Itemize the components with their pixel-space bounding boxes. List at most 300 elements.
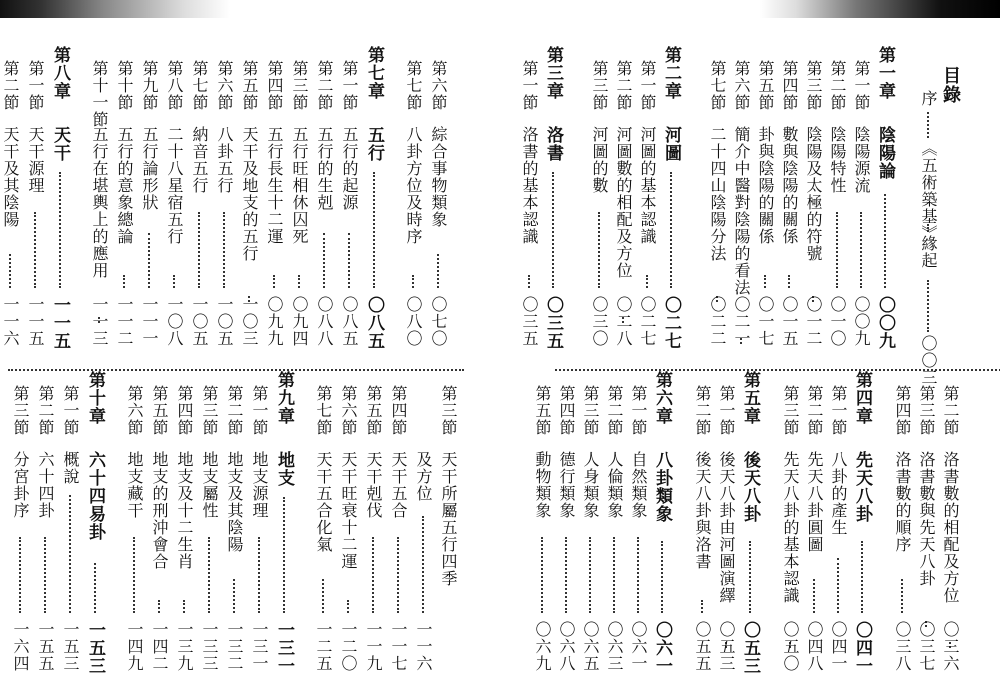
leader-dots — [34, 212, 36, 288]
toc-section-entry[interactable] — [779, 60, 799, 352]
section-label: 第一節 — [638, 60, 657, 111]
page-number: 一四九 — [125, 621, 144, 672]
leader-dots — [283, 497, 285, 613]
page-number: 一一五 — [26, 296, 45, 347]
toc-section-entry[interactable] — [189, 60, 209, 352]
section-title: 洛書的基本認識 — [520, 126, 539, 245]
page-number: 〇六八 — [557, 621, 576, 672]
page-number: 一三三 — [200, 621, 219, 672]
leader-dots — [348, 233, 350, 288]
page-number: 〇三六 — [941, 621, 960, 672]
toc-section-entry[interactable] — [851, 60, 871, 352]
section-title: 河圖的基本認識 — [638, 126, 657, 245]
page-number: 〇三〇 — [590, 296, 609, 347]
section-title: 五行論形狀 — [140, 126, 159, 211]
section-title: 動物類象 — [533, 451, 552, 519]
chapter-title: 河圖 — [661, 126, 681, 162]
page-number: 〇六一 — [629, 621, 648, 672]
toc-chapter-entry[interactable] — [875, 46, 895, 352]
section-label: 第六節 — [125, 385, 144, 436]
section-label: 第二節 — [36, 385, 55, 436]
leader-dots — [613, 537, 615, 613]
page-number: 〇一七 — [756, 296, 775, 347]
chapter-title: 八卦類象 — [652, 451, 672, 523]
section-label: 第二節 — [941, 385, 960, 436]
section-title: 河圖的數 — [590, 126, 609, 194]
page-number: 〇六五 — [581, 621, 600, 672]
scan-edge-shadow-left — [0, 0, 230, 18]
preface-prefix: 序 — [919, 90, 938, 107]
section-label: 第四節 — [265, 60, 284, 111]
leader-dots — [208, 537, 210, 613]
section-title: 人倫類象 — [605, 451, 624, 519]
chapter-title: 天干 — [50, 126, 70, 162]
toc-section-entry[interactable] — [613, 60, 633, 352]
section-title: 地支及十二生肖 — [175, 451, 194, 570]
section-label: 第七節 — [190, 60, 209, 111]
page-number: 〇三五 — [543, 296, 563, 350]
chapter-label: 第四章 — [852, 371, 872, 425]
leader-dots — [661, 541, 663, 613]
page-number: 一一六 — [1, 296, 20, 347]
preface-title: 《五術築基》 — [919, 140, 938, 242]
toc-section-entry[interactable] — [716, 385, 736, 677]
section-title: 自然類象 — [629, 451, 648, 519]
page-number: 〇〇九 — [852, 296, 871, 347]
leader-dots — [749, 541, 751, 613]
section-label: 第二節 — [828, 60, 847, 111]
toc-section-entry[interactable] — [363, 385, 383, 677]
section-label: 第一節 — [829, 385, 848, 436]
toc-section-entry[interactable] — [0, 60, 20, 352]
chapter-label: 第二章 — [661, 46, 681, 100]
page-number: 〇五〇 — [781, 621, 800, 672]
toc-chapter-entry[interactable] — [50, 46, 70, 352]
toc-heading: 目錄 — [940, 66, 961, 104]
toc-entry-preface[interactable] — [918, 90, 938, 386]
page-number: 一〇五 — [215, 296, 234, 347]
toc-section-entry[interactable] — [114, 60, 134, 352]
leader-dots — [59, 172, 61, 288]
leader-dots — [44, 537, 46, 613]
section-label: 第十節 — [115, 60, 134, 111]
toc-section-entry[interactable] — [916, 385, 936, 677]
section-label: 第四節 — [175, 385, 194, 436]
section-label: 第一節 — [717, 385, 736, 436]
section-label: 第四節 — [893, 385, 912, 436]
leader-dots — [322, 579, 324, 613]
chapter-label: 第六章 — [652, 371, 672, 425]
leader-dots — [372, 537, 374, 613]
section-label: 第一節 — [852, 60, 871, 111]
section-label: 第三節 — [917, 385, 936, 436]
section-label: 第三節 — [290, 60, 309, 111]
leader-dots — [637, 537, 639, 613]
page-number: 一三一 — [274, 621, 294, 675]
leader-dots — [541, 537, 543, 613]
leader-dots — [69, 495, 71, 613]
leader-dots — [412, 275, 414, 288]
section-title: 六十四卦 — [36, 451, 55, 519]
section-label: 第五節 — [364, 385, 383, 436]
leader-dots — [133, 537, 135, 613]
toc-quadrant-bottom-left — [8, 371, 458, 685]
toc-quadrant-top-left — [1, 46, 448, 360]
leader-dots — [927, 224, 929, 232]
leader-dots — [860, 212, 862, 288]
section-label: 第二節 — [315, 60, 334, 111]
section-title: 洛書數的相配及方位 — [941, 451, 960, 604]
page-number: 〇一二 — [804, 296, 823, 347]
page-number: 〇三八 — [893, 621, 912, 672]
leader-dots — [223, 212, 225, 288]
section-label: 第二節 — [605, 385, 624, 436]
toc-section-entry[interactable] — [339, 60, 359, 352]
chapter-title: 五行 — [364, 126, 384, 162]
section-title: 後天八卦與洛書 — [693, 451, 712, 570]
leader-dots — [598, 212, 600, 288]
toc-section-entry[interactable] — [264, 60, 284, 352]
section-title: 二十四山陰陽分法 — [708, 126, 727, 262]
toc-section-entry[interactable] — [892, 385, 912, 677]
chapter-label: 第七章 — [364, 46, 384, 100]
toc-section-entry[interactable] — [556, 385, 576, 677]
section-title: 地支藏干 — [125, 451, 144, 519]
scan-edge-shadow-right — [760, 0, 1000, 18]
page-number: 〇一〇 — [828, 296, 847, 347]
page-number: 一五三 — [85, 621, 105, 675]
page-number: 〇二八 — [614, 296, 633, 347]
page-number: 一〇五 — [190, 296, 209, 347]
page-number: 〇五五 — [693, 621, 712, 672]
toc-section-entry[interactable] — [289, 60, 309, 352]
toc-section-entry[interactable] — [692, 385, 712, 677]
section-label: 第六節 — [732, 60, 751, 111]
toc-section-entry[interactable] — [637, 60, 657, 352]
toc-section-entry[interactable] — [428, 60, 448, 352]
chapter-label: 第一章 — [875, 46, 895, 100]
section-title: 概說 — [61, 451, 80, 485]
leader-dots — [861, 541, 863, 613]
toc-section-entry[interactable] — [804, 385, 824, 677]
toc-section-entry[interactable] — [124, 385, 144, 677]
page-number: 〇二二 — [708, 296, 727, 347]
section-label: 第一節 — [520, 60, 539, 111]
page-number: 〇九九 — [265, 296, 284, 347]
leader-dots — [788, 275, 790, 288]
toc-section-entry[interactable] — [827, 60, 847, 352]
toc-section-entry[interactable] — [164, 60, 184, 352]
toc-section-entry[interactable] — [25, 60, 45, 352]
toc-section-entry[interactable] — [803, 60, 823, 352]
section-label: 第二節 — [225, 385, 244, 436]
page-number: 一〇八 — [165, 296, 184, 347]
page-number: 一一五 — [50, 296, 70, 350]
toc-section-entry[interactable] — [239, 60, 259, 352]
section-title: 八卦五行 — [215, 126, 234, 194]
toc-section-entry[interactable] — [403, 60, 423, 352]
section-title: 五行在堪輿上的應用 — [90, 126, 109, 279]
page-number: 〇四一 — [852, 621, 872, 675]
section-title: 五行的生剋 — [315, 126, 334, 211]
leader-dots — [437, 254, 439, 288]
page-number: 一一七 — [389, 621, 408, 672]
toc-section-entry[interactable] — [707, 60, 727, 352]
section-title: 簡介中醫對陰陽的看法 — [732, 126, 751, 296]
section-title: 及方位 — [414, 451, 433, 502]
toc-section-entry[interactable] — [338, 385, 358, 677]
section-label: 第七節 — [404, 60, 423, 111]
leader-dots — [373, 172, 375, 288]
toc-section-entry[interactable] — [174, 385, 194, 677]
page-number: 〇二七 — [638, 296, 657, 347]
section-title: 陰陽源流 — [852, 126, 871, 194]
section-label: 第六節 — [429, 60, 448, 111]
toc-section-entry[interactable] — [314, 60, 334, 352]
leader-dots — [198, 212, 200, 288]
section-label: 第三節 — [439, 385, 458, 436]
page-number: 〇四八 — [805, 621, 824, 672]
page-number: 一一一 — [140, 296, 159, 347]
chapter-title: 六十四易卦 — [85, 451, 105, 541]
chapter-title: 後天八卦 — [740, 451, 760, 523]
leader-dots — [347, 600, 349, 613]
leader-dots — [565, 537, 567, 613]
chapter-label: 第五章 — [740, 371, 760, 425]
leader-dots — [646, 275, 648, 288]
leader-dots — [813, 579, 815, 613]
leader-dots — [836, 212, 838, 288]
section-title: 後天八卦由河圖演繹 — [717, 451, 736, 604]
section-title: 天干及地支的五行 — [240, 126, 259, 262]
chapter-title: 地支 — [274, 451, 294, 487]
page-number: 〇八五 — [364, 296, 384, 350]
section-label: 第四節 — [557, 385, 576, 436]
page-number: 〇三七 — [917, 621, 936, 672]
leader-dots — [927, 280, 929, 332]
section-title: 河圖數的相配及方位 — [614, 126, 633, 279]
section-label: 第五節 — [756, 60, 775, 111]
leader-dots — [397, 537, 399, 613]
chapter-title: 洛書 — [543, 126, 563, 162]
page-number: 〇五三 — [717, 621, 736, 672]
section-label: 第一節 — [61, 385, 80, 436]
toc-section-entry[interactable] — [249, 385, 269, 677]
section-label: 第六節 — [339, 385, 358, 436]
page-number: 一一九 — [364, 621, 383, 672]
toc-section-entry[interactable] — [60, 385, 80, 677]
section-title: 八卦方位及時序 — [404, 126, 423, 245]
toc-section-entry[interactable] — [149, 385, 169, 677]
section-label: 第一節 — [629, 385, 648, 436]
page-number: 〇六三 — [605, 621, 624, 672]
toc-section-entry[interactable] — [628, 385, 648, 677]
toc-chapter-entry[interactable] — [85, 371, 105, 677]
section-title: 天干所屬五行四季 — [439, 451, 458, 587]
section-title: 地支的刑沖會合 — [150, 451, 169, 570]
page-number: 一六四 — [11, 621, 30, 672]
toc-section-entry[interactable] — [589, 60, 609, 352]
leader-dots — [837, 558, 839, 613]
section-title: 天干源理 — [26, 126, 45, 194]
toc-chapter-entry[interactable] — [661, 46, 681, 352]
toc-section-entry[interactable] — [214, 60, 234, 352]
page-number: 〇一五 — [780, 296, 799, 347]
toc-section-entry[interactable] — [89, 60, 109, 352]
section-title: 洛書數與先天八卦 — [917, 451, 936, 587]
page-number: 〇〇三 — [919, 335, 938, 386]
section-title: 五行長生十二運 — [265, 126, 284, 245]
toc-section-entry[interactable] — [199, 385, 219, 677]
section-title: 五行旺相休囚死 — [290, 126, 309, 245]
page-number: 〇四一 — [829, 621, 848, 672]
leader-dots — [670, 172, 672, 288]
section-title: 天干及其陰陽 — [1, 126, 20, 228]
toc-chapter-entry[interactable] — [852, 371, 872, 677]
toc-quadrant-bottom-right — [530, 371, 970, 685]
page-number: 一三九 — [175, 621, 194, 672]
toc-section-entry[interactable] — [731, 60, 751, 352]
page-number: 一五三 — [61, 621, 80, 672]
leader-dots — [273, 275, 275, 288]
section-title: 先天八卦的基本認識 — [781, 451, 800, 604]
chapter-label: 第三章 — [543, 46, 563, 100]
chapter-label: 第十章 — [85, 371, 105, 425]
toc-chapter-entry[interactable] — [543, 46, 563, 352]
section-title: 洛書數的順序 — [893, 451, 912, 553]
page-number: 〇六一 — [652, 621, 672, 675]
chapter-label: 第九章 — [274, 371, 294, 425]
page-number: 一四二 — [150, 621, 169, 672]
leader-dots — [901, 579, 903, 613]
page-number: 一一三 — [90, 296, 109, 347]
section-title: 天干旺衰十二運 — [339, 451, 358, 570]
page-number: 〇五三 — [740, 621, 760, 675]
toc-section-entry[interactable] — [139, 60, 159, 352]
page-number: 一一六 — [414, 621, 433, 672]
toc-section-entry[interactable] — [532, 385, 552, 677]
leader-dots — [148, 233, 150, 288]
toc-section-entry[interactable] — [413, 385, 433, 677]
page-number: 一三一 — [250, 621, 269, 672]
section-title: 先天八卦圓圖 — [805, 451, 824, 553]
leader-dots — [589, 537, 591, 613]
section-label: 第一節 — [250, 385, 269, 436]
toc-section-entry[interactable] — [940, 385, 960, 677]
toc-section-entry[interactable] — [780, 385, 800, 677]
section-title: 八卦的產生 — [829, 451, 848, 536]
toc-section-entry[interactable] — [224, 385, 244, 677]
section-label: 第二節 — [693, 385, 712, 436]
section-label: 第七節 — [314, 385, 333, 436]
toc-section-entry[interactable] — [828, 385, 848, 677]
toc-chapter-entry[interactable] — [364, 46, 384, 352]
toc-section-entry[interactable] — [35, 385, 55, 677]
section-label: 第三節 — [11, 385, 30, 436]
section-label: 第二節 — [805, 385, 824, 436]
toc-quadrant-top-right — [520, 46, 900, 360]
section-title: 地支屬性 — [200, 451, 219, 519]
section-label: 第十一節 — [90, 60, 109, 128]
section-title: 分宮卦序 — [11, 451, 30, 519]
leader-dots — [94, 563, 96, 613]
leader-dots — [323, 233, 325, 288]
page-number: 〇八五 — [340, 296, 359, 347]
section-label: 第五節 — [240, 60, 259, 111]
section-label: 第三節 — [581, 385, 600, 436]
leader-dots — [123, 275, 125, 288]
leader-dots — [173, 275, 175, 288]
toc-section-entry[interactable] — [755, 60, 775, 352]
toc-section-entry[interactable] — [313, 385, 333, 677]
leader-dots — [884, 194, 886, 288]
toc-chapter-entry[interactable] — [740, 371, 760, 677]
section-title: 五行的起源 — [340, 126, 359, 211]
page-number: 〇七〇 — [429, 296, 448, 347]
leader-dots — [233, 579, 235, 613]
section-label: 第九節 — [140, 60, 159, 111]
section-title: 天干五合 — [389, 451, 408, 519]
section-title: 德行類象 — [557, 451, 576, 519]
divider-left-page — [8, 369, 464, 371]
section-label: 第三節 — [200, 385, 219, 436]
page-number: 〇九四 — [290, 296, 309, 347]
section-title: 人身類象 — [581, 451, 600, 519]
page-number: 〇六九 — [533, 621, 552, 672]
section-label: 第三節 — [590, 60, 609, 111]
section-label: 第八節 — [165, 60, 184, 111]
section-label: 第四節 — [780, 60, 799, 111]
page-number: 〇〇九 — [875, 296, 895, 350]
chapter-title: 陰陽論 — [875, 126, 895, 180]
leader-dots — [19, 537, 21, 613]
page-number: 〇二一 — [732, 296, 751, 347]
leader-dots — [298, 275, 300, 288]
toc-chapter-entry[interactable] — [652, 371, 672, 677]
section-label: 第三節 — [781, 385, 800, 436]
toc-section-entry[interactable] — [10, 385, 30, 677]
toc-section-entry[interactable] — [604, 385, 624, 677]
section-title: 陰陽及太極的符號 — [804, 126, 823, 262]
toc-section-entry[interactable] — [519, 60, 539, 352]
section-title: 陰陽特性 — [828, 126, 847, 194]
leader-dots — [528, 275, 530, 288]
page-number: 〇八八 — [315, 296, 334, 347]
page-number: 〇三五 — [520, 296, 539, 347]
page-number: 一二〇 — [339, 621, 358, 672]
section-label: 第一節 — [26, 60, 45, 111]
toc-section-entry[interactable] — [388, 385, 408, 677]
page-number: 一二五 — [314, 621, 333, 672]
preface-suffix: 緣起 — [919, 235, 938, 269]
section-title: 五行的意象總論 — [115, 126, 134, 245]
toc-section-entry[interactable] — [580, 385, 600, 677]
chapter-label: 第八章 — [50, 46, 70, 100]
leader-dots — [422, 516, 424, 613]
page-number: 〇二七 — [661, 296, 681, 350]
chapter-title: 先天八卦 — [852, 451, 872, 523]
section-title: 地支源理 — [250, 451, 269, 519]
page-number: 一三二 — [225, 621, 244, 672]
toc-section-entry[interactable] — [438, 385, 458, 677]
section-label: 第三節 — [804, 60, 823, 111]
toc-chapter-entry[interactable] — [274, 371, 294, 677]
section-label: 第五節 — [150, 385, 169, 436]
section-title: 天干剋伐 — [364, 451, 383, 519]
section-label: 第二節 — [614, 60, 633, 111]
section-title: 天干五合化氣 — [314, 451, 333, 553]
section-label: 第五節 — [533, 385, 552, 436]
